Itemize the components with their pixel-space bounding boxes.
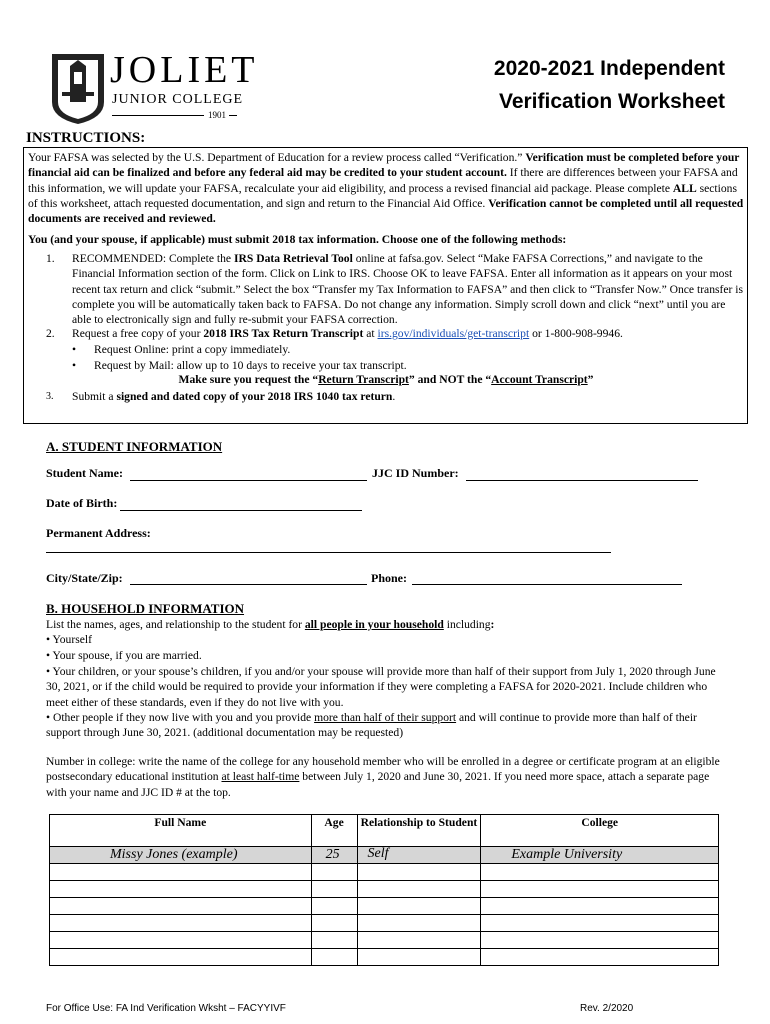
method-item-3 xyxy=(28,389,744,405)
city-label: City/State/Zip: xyxy=(46,571,123,585)
household-bullet-2 xyxy=(46,648,726,663)
cell-relationship: Self xyxy=(357,847,481,864)
logo-subtitle: JUNIOR COLLEGE xyxy=(112,92,244,107)
text: Submit a xyxy=(72,390,117,403)
text-underlined: all people in your household xyxy=(304,618,444,631)
college-note xyxy=(46,754,726,800)
text-underlined: Account Transcript xyxy=(491,373,588,386)
item-text xyxy=(72,326,744,341)
text: or 1-800-908-9946. xyxy=(529,327,623,340)
text-bold: IRS Data Retrieval Tool xyxy=(233,252,353,265)
section-a-heading: A. STUDENT INFORMATION xyxy=(46,439,223,454)
bullet-text: Yourself xyxy=(52,633,92,646)
cell-relationship[interactable] xyxy=(357,881,481,898)
item-text xyxy=(72,389,744,404)
table-row xyxy=(50,864,719,881)
bullet-icon: • xyxy=(72,343,77,356)
cell-age[interactable] xyxy=(311,949,357,966)
logo-year: 1901 xyxy=(208,110,226,120)
cell-age[interactable] xyxy=(311,898,357,915)
cell-relationship[interactable] xyxy=(357,864,481,881)
text-underlined: more than half of their support xyxy=(314,711,457,724)
cell-age[interactable] xyxy=(311,881,357,898)
transcript-note xyxy=(28,373,744,386)
text: ” xyxy=(587,373,594,386)
cell-age[interactable] xyxy=(311,864,357,881)
cell-age: 25 xyxy=(311,847,357,864)
table-header-row xyxy=(50,815,719,847)
col-college: College xyxy=(481,815,719,847)
text: online at fafsa.gov. Select “Make FAFSA Corrections,” and navigate to the Financial Information section of the form. Click on Link to IRS. Choose OK to leave FAFSA. Enter all information as it appears on your most recent tax return and click “submit.” Select the box “Transfer my Tax Information to FAFSA” and then click to “Transfer Now.” Once transfer is complete you will be automatically taken back to FAFSA. Do not change any information. Simply scroll down and click “next” until you are able to electronically sign and fully re-submit your FAFSA correction. xyxy=(72,252,744,327)
cell-college[interactable] xyxy=(481,932,719,949)
item-text xyxy=(72,251,744,327)
bullet-text: Your spouse, if you are married. xyxy=(52,649,202,662)
phone-field[interactable] xyxy=(412,584,682,585)
text-bold: Verification must be completed before your financial aid can be finalized and before any federal aid may be credited to your student account. xyxy=(28,151,740,180)
method-item-1 xyxy=(28,251,744,331)
text: Make sure you request the “ xyxy=(178,373,319,386)
table-row xyxy=(50,898,719,915)
cell-full-name[interactable] xyxy=(50,915,312,932)
cell-full-name[interactable] xyxy=(50,864,312,881)
dob-field[interactable] xyxy=(120,510,362,511)
jjc-id-label: JJC ID Number: xyxy=(372,466,459,480)
household-bullet-3 xyxy=(46,664,726,710)
text: between July 1, 2020 and June 30, 2021. If you need more space, attach a separate page with your name and JJC ID # at the top. xyxy=(46,770,710,799)
text: and will continue to provide more than half of their support through June 30, 2021. (additional documentation may be requested) xyxy=(46,711,697,740)
cell-college[interactable] xyxy=(481,864,719,881)
cell-relationship[interactable] xyxy=(357,949,481,966)
jjc-id-field[interactable] xyxy=(466,480,698,481)
student-name-label: Student Name: xyxy=(46,466,123,480)
address-label: Permanent Address: xyxy=(46,526,151,540)
method-item-2 xyxy=(28,326,744,342)
text: sections of this worksheet, attach requested documentation, and sign and return to the Financial Aid Office. xyxy=(28,181,737,210)
cell-relationship[interactable] xyxy=(357,915,481,932)
college-logo xyxy=(50,52,106,126)
bullet-icon: • xyxy=(46,711,51,724)
text: Your FAFSA was selected by the U.S. Department of Education for a review process called “Verification.” xyxy=(28,151,526,164)
table-row xyxy=(50,881,719,898)
footer-revision: Rev. 2/2020 xyxy=(580,1003,634,1014)
text: RECOMMENDED: Complete the xyxy=(72,252,234,265)
cell-full-name: Missy Jones (example) xyxy=(50,847,312,864)
title-line-1: 2020-2021 Independent xyxy=(493,57,725,80)
item-number: 1. xyxy=(46,252,55,265)
cell-college[interactable] xyxy=(481,881,719,898)
bullet-icon: • xyxy=(46,633,53,646)
text-bold: : xyxy=(490,618,495,631)
instructions-paragraph xyxy=(28,150,744,226)
cell-age[interactable] xyxy=(311,915,357,932)
table-row xyxy=(50,915,719,932)
text: . xyxy=(392,390,396,403)
text: Number in college: write the name of the college for any household member who will be enrolled in a degree or certificate program at an eligible postsecondary educational institution xyxy=(46,755,720,784)
col-age: Age xyxy=(311,815,357,847)
cell-full-name[interactable] xyxy=(50,881,312,898)
address-field[interactable] xyxy=(46,552,611,553)
text-bold: ALL xyxy=(672,181,697,195)
bullet-icon: • xyxy=(46,649,53,662)
title-line-2: Verification Worksheet xyxy=(498,90,725,113)
logo-rule xyxy=(229,115,237,116)
footer-form-code: For Office Use: FA Ind Verification Wksht – FACYYIVF xyxy=(46,1003,286,1014)
household-bullet-1 xyxy=(46,632,726,647)
bullet-request-mail xyxy=(28,358,744,374)
logo-name: JOLIET xyxy=(110,49,259,91)
text-bold: signed and dated copy of your 2018 IRS 1040 tax return xyxy=(116,390,393,403)
cell-college[interactable] xyxy=(481,915,719,932)
col-relationship: Relationship to Student xyxy=(357,815,481,847)
household-intro xyxy=(46,617,726,632)
text: If there are differences between your FAFSA and this information, we will update your FAFSA, recalculate your aid eligibility, and process a revised financial aid package. Please complete xyxy=(28,166,738,195)
city-field[interactable] xyxy=(130,584,367,585)
household-bullet-4 xyxy=(46,710,726,741)
item-number: 3. xyxy=(46,391,54,402)
logo-rule xyxy=(112,115,204,116)
instructions-heading: INSTRUCTIONS: xyxy=(26,130,146,146)
cell-relationship[interactable] xyxy=(357,932,481,949)
bullet-text: Your children, or your spouse’s children, if you and/or your spouse will provide more than half of their support from July 1, 2020 through June 30, 2021, or if the child would be required to provide your information if they were completing a FAFSA for 2020-2021. Include children who meet either of these standards, even if they do not live with you. xyxy=(46,665,716,709)
methods-intro: You (and your spouse, if applicable) must submit 2018 tax information. Choose one of the following methods: xyxy=(28,233,567,246)
cell-college[interactable] xyxy=(481,898,719,915)
cell-relationship[interactable] xyxy=(357,898,481,915)
text-bold: Verification cannot be completed until all requested documents are received and reviewed. xyxy=(28,196,744,226)
student-name-field[interactable] xyxy=(130,480,367,481)
cell-college[interactable] xyxy=(481,949,719,966)
table-row xyxy=(50,949,719,966)
text: Request a free copy of your xyxy=(72,327,204,340)
text: ” and NOT the “ xyxy=(408,373,492,386)
bullet-icon: • xyxy=(46,665,53,678)
cell-college: Example University xyxy=(481,847,719,864)
bullet-icon: • xyxy=(72,359,77,372)
phone-label: Phone: xyxy=(371,571,407,585)
text: List the names, ages, and relationship to the student for xyxy=(46,618,305,631)
text-underlined: at least half-time xyxy=(221,770,300,784)
text: at xyxy=(363,327,378,340)
page-title xyxy=(390,52,725,118)
cell-full-name[interactable] xyxy=(50,898,312,915)
section-b-heading: B. HOUSEHOLD INFORMATION xyxy=(46,601,245,616)
text-bold: 2018 IRS Tax Return Transcript xyxy=(203,327,364,340)
item-number: 2. xyxy=(46,327,55,340)
bullet-text: Request by Mail: allow up to 10 days to receive your tax transcript. xyxy=(94,359,407,372)
table-row xyxy=(50,932,719,949)
irs-transcript-link[interactable]: irs.gov/individuals/get-transcript xyxy=(377,327,530,340)
cell-full-name[interactable] xyxy=(50,949,312,966)
dob-label: Date of Birth: xyxy=(46,496,118,510)
table-row-example xyxy=(50,847,719,864)
text: including xyxy=(443,618,491,631)
bullet-text: Request Online: print a copy immediately. xyxy=(94,343,291,356)
text-underlined: Return Transcript xyxy=(318,373,409,386)
cell-age[interactable] xyxy=(311,932,357,949)
cell-full-name[interactable] xyxy=(50,932,312,949)
text: Other people if they now live with you and you provide xyxy=(50,711,315,724)
col-full-name: Full Name xyxy=(50,815,312,847)
bullet-request-online xyxy=(28,342,744,358)
household-table xyxy=(49,814,719,966)
